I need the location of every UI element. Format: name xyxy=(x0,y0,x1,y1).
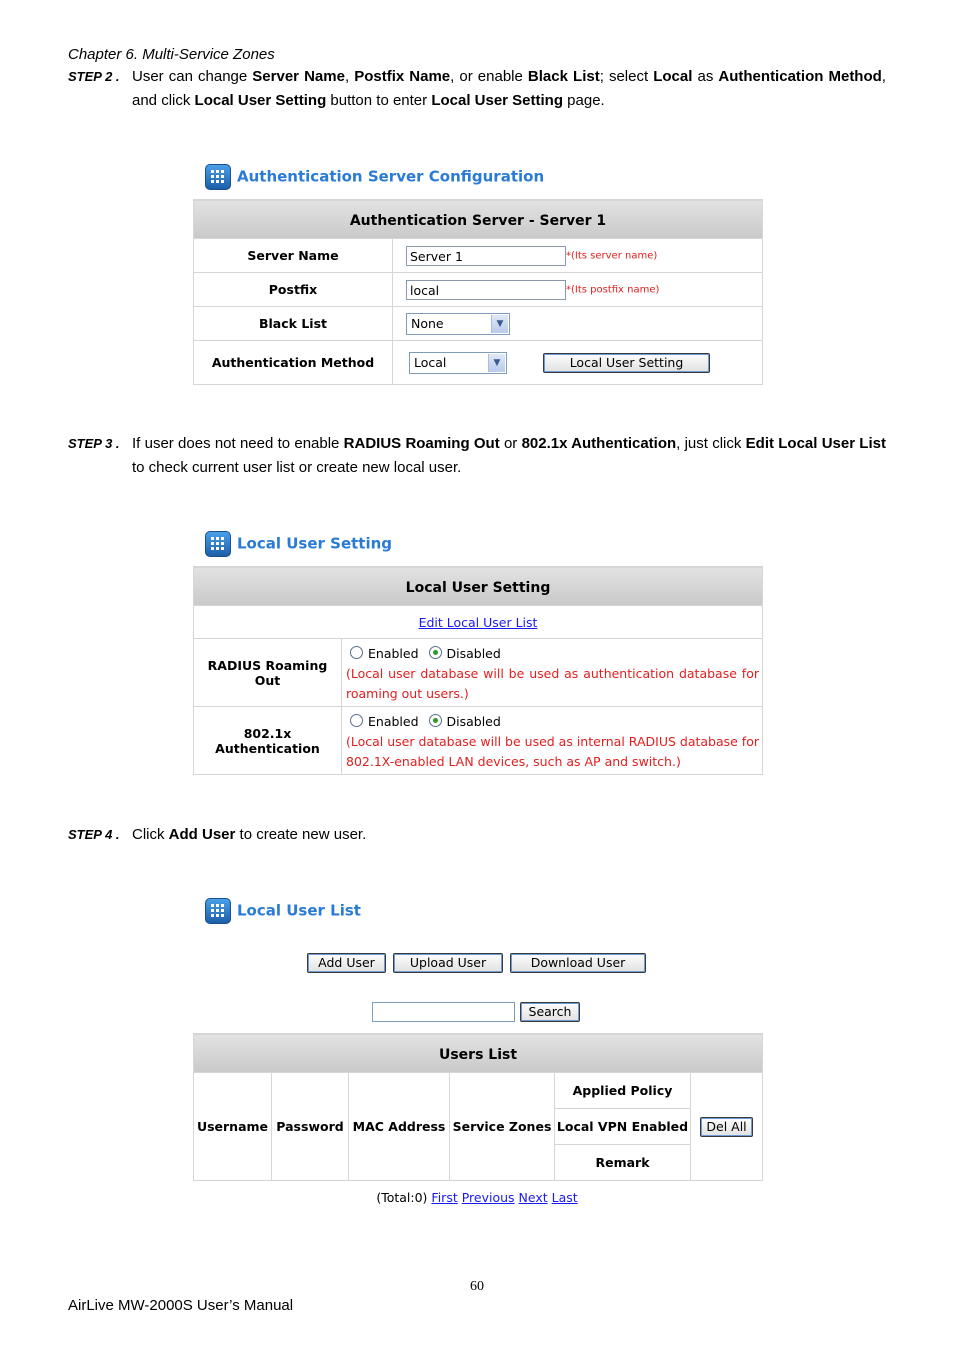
del-all-button[interactable]: Del All xyxy=(700,1117,753,1137)
search-button[interactable]: Search xyxy=(520,1002,580,1022)
black-list-label: Black List xyxy=(194,307,393,341)
radius-note: (Local user database will be used as authentication database for roaming out users.) xyxy=(346,666,759,701)
dot1x-label: 802.1x Authentication xyxy=(194,707,342,775)
pager-first-link[interactable]: First xyxy=(431,1190,458,1205)
pager-previous-link[interactable]: Previous xyxy=(461,1190,515,1205)
black-list-select[interactable]: None ▼ xyxy=(406,313,510,335)
col-mac-address: MAC Address xyxy=(349,1073,450,1181)
local-user-list-title: Local User List xyxy=(205,898,361,924)
step-2 xyxy=(68,65,886,113)
server-name-hint: *(Its server name) xyxy=(566,250,658,261)
grid-icon xyxy=(205,898,231,924)
col-service-zones: Service Zones xyxy=(450,1073,555,1181)
server-name-input[interactable]: Server 1 xyxy=(406,246,566,266)
auth-method-label: Authentication Method xyxy=(194,341,393,385)
radius-disabled-radio[interactable] xyxy=(429,646,442,659)
auth-server-panel xyxy=(193,199,763,385)
dot1x-note: (Local user database will be used as internal RADIUS database for 802.1X-enabled LAN devices, such as AP and switch.) xyxy=(346,734,759,769)
download-user-button[interactable]: Download User xyxy=(510,953,646,973)
edit-local-user-list-link[interactable]: Edit Local User List xyxy=(418,614,538,630)
radius-roaming-label: RADIUS Roaming Out xyxy=(194,639,342,707)
pager-next-link[interactable]: Next xyxy=(518,1190,548,1205)
pager-last-link[interactable]: Last xyxy=(551,1190,578,1205)
postfix-label: Postfix xyxy=(194,273,393,307)
manual-title: AirLive MW-2000S User’s Manual xyxy=(68,1297,294,1314)
add-user-button[interactable]: Add User xyxy=(307,953,386,973)
pager xyxy=(0,1190,954,1205)
step-3 xyxy=(68,432,886,480)
auth-method-select[interactable]: Local ▼ xyxy=(409,352,507,374)
local-user-setting-panel: Local User Setting Edit Local User List RADIUS Roaming Out Enabled Disabled (Local user database will be used as authentication database for roaming out users.) 802.1x Authentication Enabled Disabled (Local user database will be used as internal RADIUS database for 802.1X-enabled LAN devices, such as AP and switch.) xyxy=(193,566,763,775)
postfix-hint: *(Its postfix name) xyxy=(566,284,660,295)
step-label: STEP 4 . xyxy=(68,827,120,842)
step-label: STEP 3 . xyxy=(68,436,120,451)
step-text: Click Add User to create new user. xyxy=(132,826,367,843)
step-text: If user does not need to enable RADIUS Roaming Out or 802.1x Authentication, just click Edit Local User List to check current user list or create new local user. xyxy=(132,435,886,476)
grid-icon xyxy=(205,164,231,190)
local-user-setting-title: Local User Setting xyxy=(205,531,392,557)
col-applied-policy: Applied Policy xyxy=(555,1073,691,1109)
chapter-header: Chapter 6. Multi-Service Zones xyxy=(68,46,275,63)
upload-user-button[interactable]: Upload User xyxy=(393,953,503,973)
page-number: 60 xyxy=(470,1279,484,1294)
users-list-panel xyxy=(193,1033,763,1181)
col-remark: Remark xyxy=(555,1145,691,1181)
search-input[interactable] xyxy=(372,1002,515,1022)
radius-enabled-radio[interactable] xyxy=(350,646,363,659)
step-4 xyxy=(68,823,886,847)
panel-title: Users List xyxy=(194,1034,763,1073)
panel-title: Authentication Server - Server 1 xyxy=(194,200,763,239)
local-user-setting-button[interactable]: Local User Setting xyxy=(543,353,710,373)
server-name-label: Server Name xyxy=(194,239,393,273)
col-local-vpn-enabled: Local VPN Enabled xyxy=(555,1109,691,1145)
col-username: Username xyxy=(194,1073,272,1181)
postfix-input[interactable]: local xyxy=(406,280,566,300)
dot1x-enabled-radio[interactable] xyxy=(350,714,363,727)
step-label: STEP 2 . xyxy=(68,69,120,84)
grid-icon xyxy=(205,531,231,557)
panel-title: Local User Setting xyxy=(194,567,763,606)
chevron-down-icon: ▼ xyxy=(488,354,505,372)
pager-total: (Total:0) xyxy=(376,1190,428,1205)
dot1x-disabled-radio[interactable] xyxy=(429,714,442,727)
auth-config-title: Authentication Server Configuration xyxy=(205,164,544,190)
col-password: Password xyxy=(272,1073,349,1181)
step-text: User can change Server Name, Postfix Name, or enable Black List; select Local as Authentication Method, and click Local User Setting button to enter Local User Setting page. xyxy=(132,68,886,109)
chevron-down-icon: ▼ xyxy=(491,315,508,333)
